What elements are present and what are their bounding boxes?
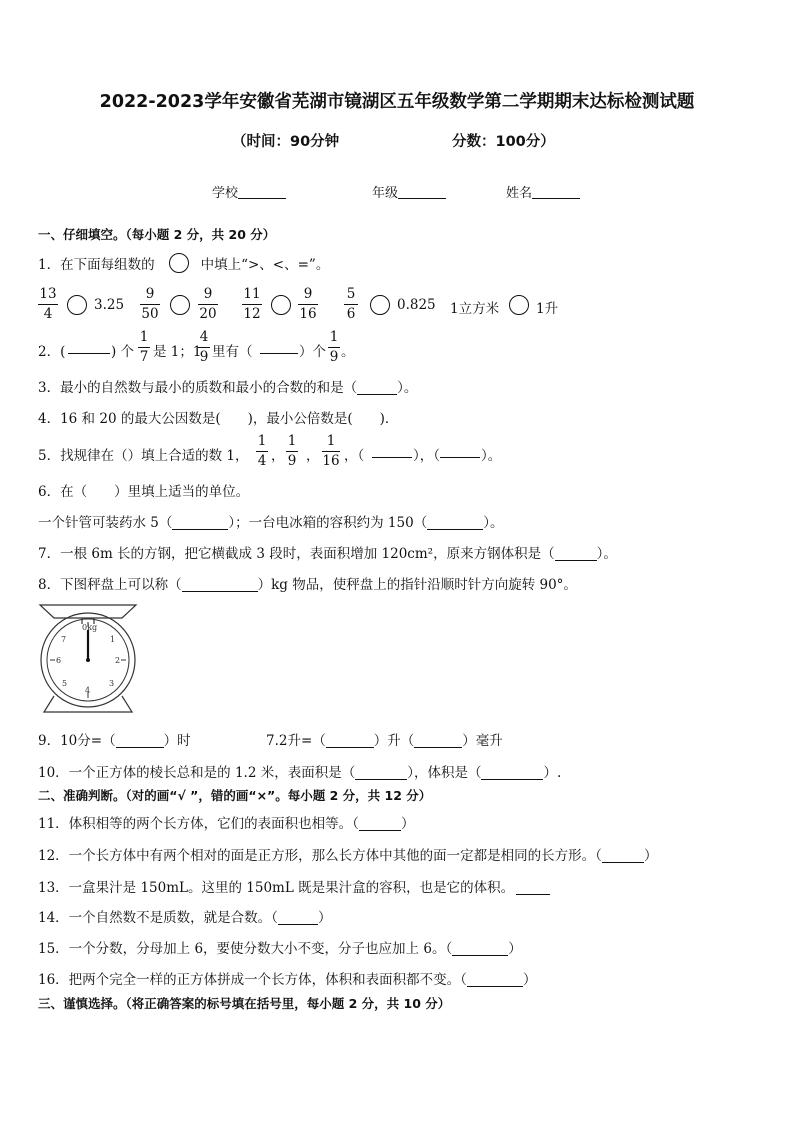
q6-blank-2[interactable] bbox=[427, 516, 483, 530]
q1-pair5-circle[interactable] bbox=[509, 295, 529, 315]
question-1 bbox=[38, 253, 329, 273]
question-12: 12．一个长方体中有两个相对的面是正方形，那么长方体中其他的面一定都是相同的长方形。（ ） bbox=[38, 848, 658, 864]
q2-text-2: ) 个 bbox=[111, 344, 135, 360]
q1-pair3-circle[interactable] bbox=[271, 295, 291, 315]
scale-label-1: 1 bbox=[110, 635, 116, 644]
question-9-part-2: 7.2升=（ ）升（ ）毫升 bbox=[266, 733, 503, 749]
compare-circle-example bbox=[169, 253, 189, 273]
q2-text-1: 2．( bbox=[38, 344, 66, 360]
q1-pair4-value: 0.825 bbox=[397, 297, 436, 313]
q1-pair5-value-b: 1升 bbox=[536, 301, 559, 317]
q11-blank[interactable] bbox=[359, 817, 401, 831]
question-11: 11．体积相等的两个长方体，它们的表面积也相等。（ ） bbox=[38, 816, 415, 832]
q2-fraction-1: 1 7 bbox=[139, 329, 149, 365]
scale-label-2: 2 bbox=[115, 656, 121, 665]
q3-blank[interactable] bbox=[357, 381, 397, 395]
q5-sep-1: ， bbox=[271, 448, 285, 464]
name-label: 姓名 bbox=[506, 186, 533, 201]
q5-fraction-3: 1 16 bbox=[322, 433, 340, 469]
question-10: 10．一个正方体的棱长总和是的 1.2 米，表面积是（ ），体积是（ ）. bbox=[38, 765, 562, 781]
question-8: 8．下图秤盘上可以称（ ）kg 物品，使秤盘上的指针沿顺时针方向旋转 90°。 bbox=[38, 577, 577, 593]
question-13: 13．一盒果汁是 150mL。这里的 150mL 既是果汁盒的容积，也是它的体积。 bbox=[38, 876, 550, 896]
kitchen-scale-figure bbox=[34, 600, 142, 718]
grade-field[interactable] bbox=[372, 182, 446, 201]
q5-sep-2: ， bbox=[306, 448, 320, 464]
question-3: 3．最小的自然数与最小的质数和最小的合数的和是（ ）。 bbox=[38, 380, 418, 396]
q2-text-4: 里有（ bbox=[212, 344, 253, 360]
scale-label-5: 5 bbox=[62, 679, 68, 688]
q5-text-1: 5．找规律在（）填上合适的数 1， bbox=[38, 448, 249, 464]
q9-blank-3[interactable] bbox=[414, 734, 462, 748]
question-7: 7．一根 6m 长的方钢，把它横截成 3 段时，表面积增加 120cm²，原来方钢体积是（ ）。 bbox=[38, 546, 617, 562]
q10-blank-2[interactable] bbox=[481, 766, 543, 780]
q2-blank-2[interactable] bbox=[260, 340, 298, 354]
scale-label-3: 3 bbox=[109, 679, 115, 688]
section-2-heading: 二、准确判断。（对的画“√ ”，错的画“×”。每小题 2 分，共 12 分） bbox=[38, 788, 432, 803]
q1-pair2-fraction-a: 9 50 bbox=[141, 286, 159, 322]
question-4: 4．16 和 20 的最大公因数是( )，最小公倍数是( )． bbox=[38, 411, 399, 427]
q1-pair3-fraction-b: 9 16 bbox=[299, 286, 317, 322]
q1-pair4-fraction: 5 6 bbox=[344, 286, 358, 323]
grade-blank[interactable] bbox=[398, 186, 446, 199]
grade-label: 年级 bbox=[372, 186, 399, 201]
exam-time: （时间：90分钟 bbox=[232, 134, 340, 150]
question-9-part-1: 9．10分=（ ）时 bbox=[38, 733, 191, 749]
q2-blank-1[interactable] bbox=[68, 340, 110, 354]
q1-suffix: 中填上“>、<、=”。 bbox=[200, 257, 330, 273]
q1-pair4-circle[interactable] bbox=[370, 295, 390, 315]
q1-pair1-value: 3.25 bbox=[94, 297, 125, 313]
section-1-heading: 一、仔细填空。（每小题 2 分，共 20 分） bbox=[38, 227, 276, 242]
section-3-heading: 三、谨慎选择。（将正确答案的标号填在括号里，每小题 2 分，共 10 分） bbox=[38, 996, 451, 1011]
name-blank[interactable] bbox=[532, 186, 580, 199]
q9-blank-1[interactable] bbox=[116, 734, 164, 748]
question-16: 16．把两个完全一样的正方体拼成一个长方体，体积和表面积都不变。（ ） bbox=[38, 972, 537, 988]
q1-pair5-value-a: 1立方米 bbox=[450, 301, 500, 317]
q2-fraction-2: 4 9 bbox=[199, 329, 209, 365]
q5-fraction-1: 1 4 bbox=[257, 433, 267, 469]
q12-blank[interactable] bbox=[602, 849, 644, 863]
scale-label-7: 7 bbox=[61, 635, 67, 644]
question-6-line-2: 一个针管可装药水 5（ ）；一台电冰箱的容积约为 150（ ）。 bbox=[38, 515, 504, 531]
scale-label-4: 4 bbox=[85, 686, 91, 695]
q2-text-6: 。 bbox=[341, 344, 355, 360]
school-label: 学校 bbox=[212, 186, 239, 201]
question-6: 6．在（ ）里填上适当的单位。 bbox=[38, 484, 250, 500]
q15-blank[interactable] bbox=[452, 942, 508, 956]
q13-blank[interactable] bbox=[516, 881, 550, 895]
q5-text-3: ），（ bbox=[413, 448, 440, 464]
q5-text-2: ，（ bbox=[344, 448, 365, 464]
q1-prefix: 1．在下面每组数的 bbox=[38, 257, 155, 273]
q1-pair1-fraction: 13 4 bbox=[39, 286, 57, 322]
q16-blank[interactable] bbox=[467, 973, 523, 987]
q5-blank-1[interactable] bbox=[372, 444, 412, 458]
q5-fraction-2: 1 9 bbox=[287, 433, 297, 469]
q14-blank[interactable] bbox=[278, 911, 318, 925]
q2-text-5: ）个 bbox=[299, 344, 326, 360]
q2-fraction-3: 1 9 bbox=[329, 329, 339, 365]
scale-label-0kg: 0kg bbox=[82, 623, 98, 632]
q1-pair2-circle[interactable] bbox=[170, 295, 190, 315]
question-14: 14．一个自然数不是质数，就是合数。（ ） bbox=[38, 910, 332, 926]
q2-text-3: 是 1；1 bbox=[153, 344, 202, 360]
q9-blank-2[interactable] bbox=[326, 734, 374, 748]
q1-pair3-fraction-a: 11 12 bbox=[243, 286, 261, 322]
scale-label-6: 6 bbox=[56, 656, 62, 665]
q5-text-4: ）。 bbox=[481, 448, 502, 464]
exam-score: 分数：100分） bbox=[452, 134, 555, 150]
q10-blank-1[interactable] bbox=[355, 766, 407, 780]
school-field[interactable] bbox=[212, 182, 286, 201]
q1-pair2-fraction-b: 9 20 bbox=[199, 286, 217, 322]
school-blank[interactable] bbox=[238, 186, 286, 199]
question-15: 15．一个分数，分母加上 6，要使分数大小不变，分子也应加上 6。（ ） bbox=[38, 941, 522, 957]
q1-pair1-circle[interactable] bbox=[67, 295, 87, 315]
q8-blank[interactable] bbox=[182, 578, 258, 592]
name-field[interactable] bbox=[506, 182, 580, 201]
q7-blank[interactable] bbox=[555, 547, 597, 561]
page-title: 2022-2023学年安徽省芜湖市镜湖区五年级数学第二学期期末达标检测试题 bbox=[99, 92, 695, 112]
q6-blank-1[interactable] bbox=[172, 516, 228, 530]
q5-blank-2[interactable] bbox=[440, 444, 480, 458]
